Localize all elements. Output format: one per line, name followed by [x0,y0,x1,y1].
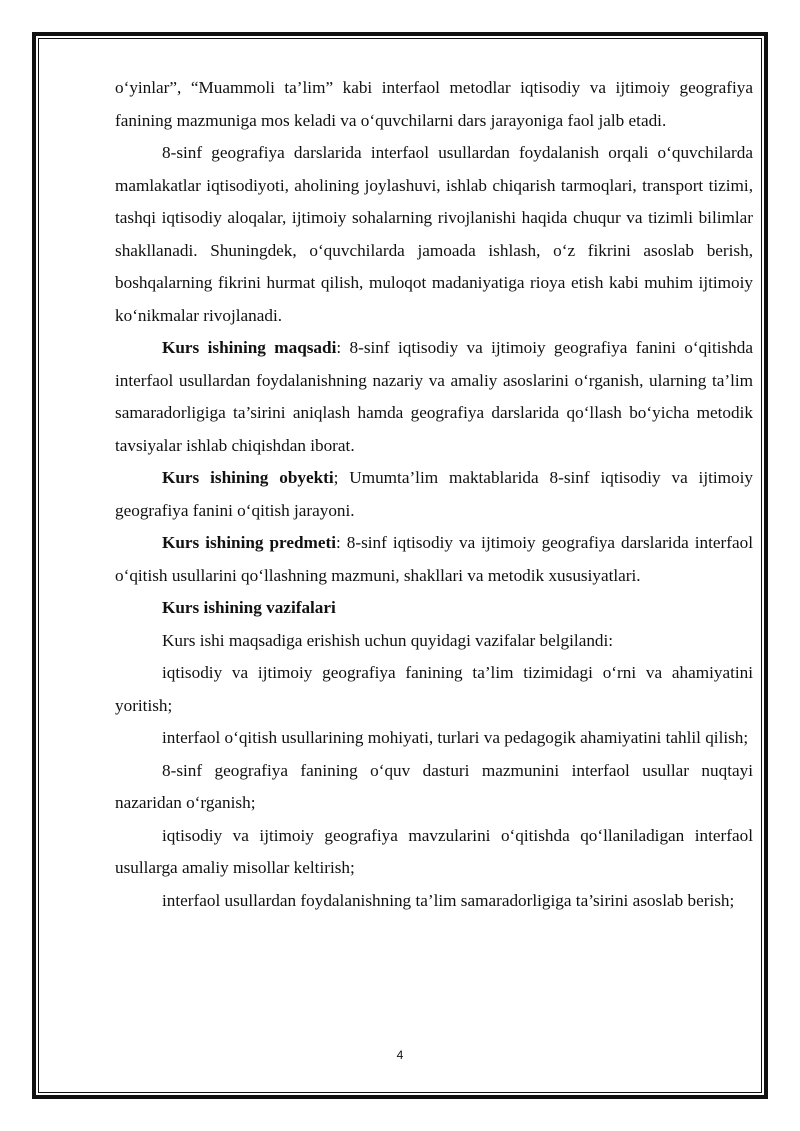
task-item [115,657,753,722]
paragraph-lead: Kurs ishining obyekti [162,468,334,487]
paragraph-continuation [115,72,753,137]
paragraph-text: 8-sinf geografiya darslarida interfaol usullardan foydalanish orqali o‘quvchilarda mamlakatlar iqtisodiyoti, aholining joylashuvi, ishlab chiqarish tarmoqlari, transport tizimi, tashqi iqtisodiy aloqalar, ijtimoiy sohalarning rivojlanishi haqida chuqur va tizimli bilimlar shakllanadi. Shuningdek, o‘quvchilarda jamoada ishlash, o‘z fikrini asoslab berish, boshqalarning fikrini hurmat qilish, muloqot madaniyatiga rioya etish kabi muhim ijtimoiy ko‘nikmalar rivojlanadi. [115,143,753,325]
task-item [115,755,753,820]
paragraph-text: 8-sinf geografiya fanining o‘quv dasturi mazmunini interfaol usullar nuqtayi nazaridan o‘rganish; [115,760,753,812]
paragraph-goal [115,332,753,462]
paragraph-lead: Kurs ishining predmeti [162,533,336,552]
paragraph-text: ; Umumta’lim maktablarida 8-sinf iqtisodiy va ijtimoiy geografiya fanini o‘qitish jarayoni. [115,468,753,520]
paragraph-text: iqtisodiy va ijtimoiy geografiya fanining ta’lim tizimidagi o‘rni va ahamiyatini yoritish; [115,663,753,715]
paragraph-text: interfaol o‘qitish usullarining mohiyati, turlari va pedagogik ahamiyatini tahlil qilish; [162,728,749,747]
paragraph-text: interfaol usullardan foydalanishning ta’lim samaradorligiga ta’sirini asoslab berish; [162,890,735,910]
paragraph-text: o‘yinlar”, “Muammoli ta’lim” kabi interfaol metodlar iqtisodiy va ijtimoiy geografiya fanining mazmuniga mos keladi va o‘quvchilarni dars jarayoniga faol jalb etadi. [115,78,753,130]
paragraph-text: : 8-sinf iqtisodiy va ijtimoiy geografiya darslarida interfaol o‘qitish usullarini qo‘llashning mazmuni, shakllari va metodik xususiyatlari. [115,533,753,585]
task-item [115,820,753,885]
paragraph-tasks-intro [115,625,753,658]
paragraph-text: : 8-sinf iqtisodiy va ijtimoiy geografiya fanini o‘qitishda interfaol usullardan foydalanishning nazariy va amaliy asoslarini o‘rganish, ularning ta’lim samaradorligiga ta’sirini aniqlash hamda geografiya darslarida qo‘llash bo‘yicha metodik tavsiyalar ishlab chiqishdan iborat. [115,338,753,455]
document-body [115,72,753,917]
page-number: 4 [396,1048,404,1062]
paragraph-interactive-methods [115,137,753,332]
paragraph-text: iqtisodiy va ijtimoiy geografiya mavzularini o‘qitishda qo‘llaniladigan interfaol usullarga amaliy misollar keltirish; [115,825,753,877]
paragraph-lead: Kurs ishining maqsadi [162,338,337,357]
paragraph-text: Kurs ishi maqsadiga erishish uchun quyidagi vazifalar belgilandi: [162,630,614,650]
paragraph-tasks-heading [115,592,753,625]
task-item [115,885,753,918]
paragraph-subject [115,527,753,592]
task-item [115,722,753,755]
paragraph-object [115,462,753,527]
paragraph-lead: Kurs ishining vazifalari [162,598,336,617]
